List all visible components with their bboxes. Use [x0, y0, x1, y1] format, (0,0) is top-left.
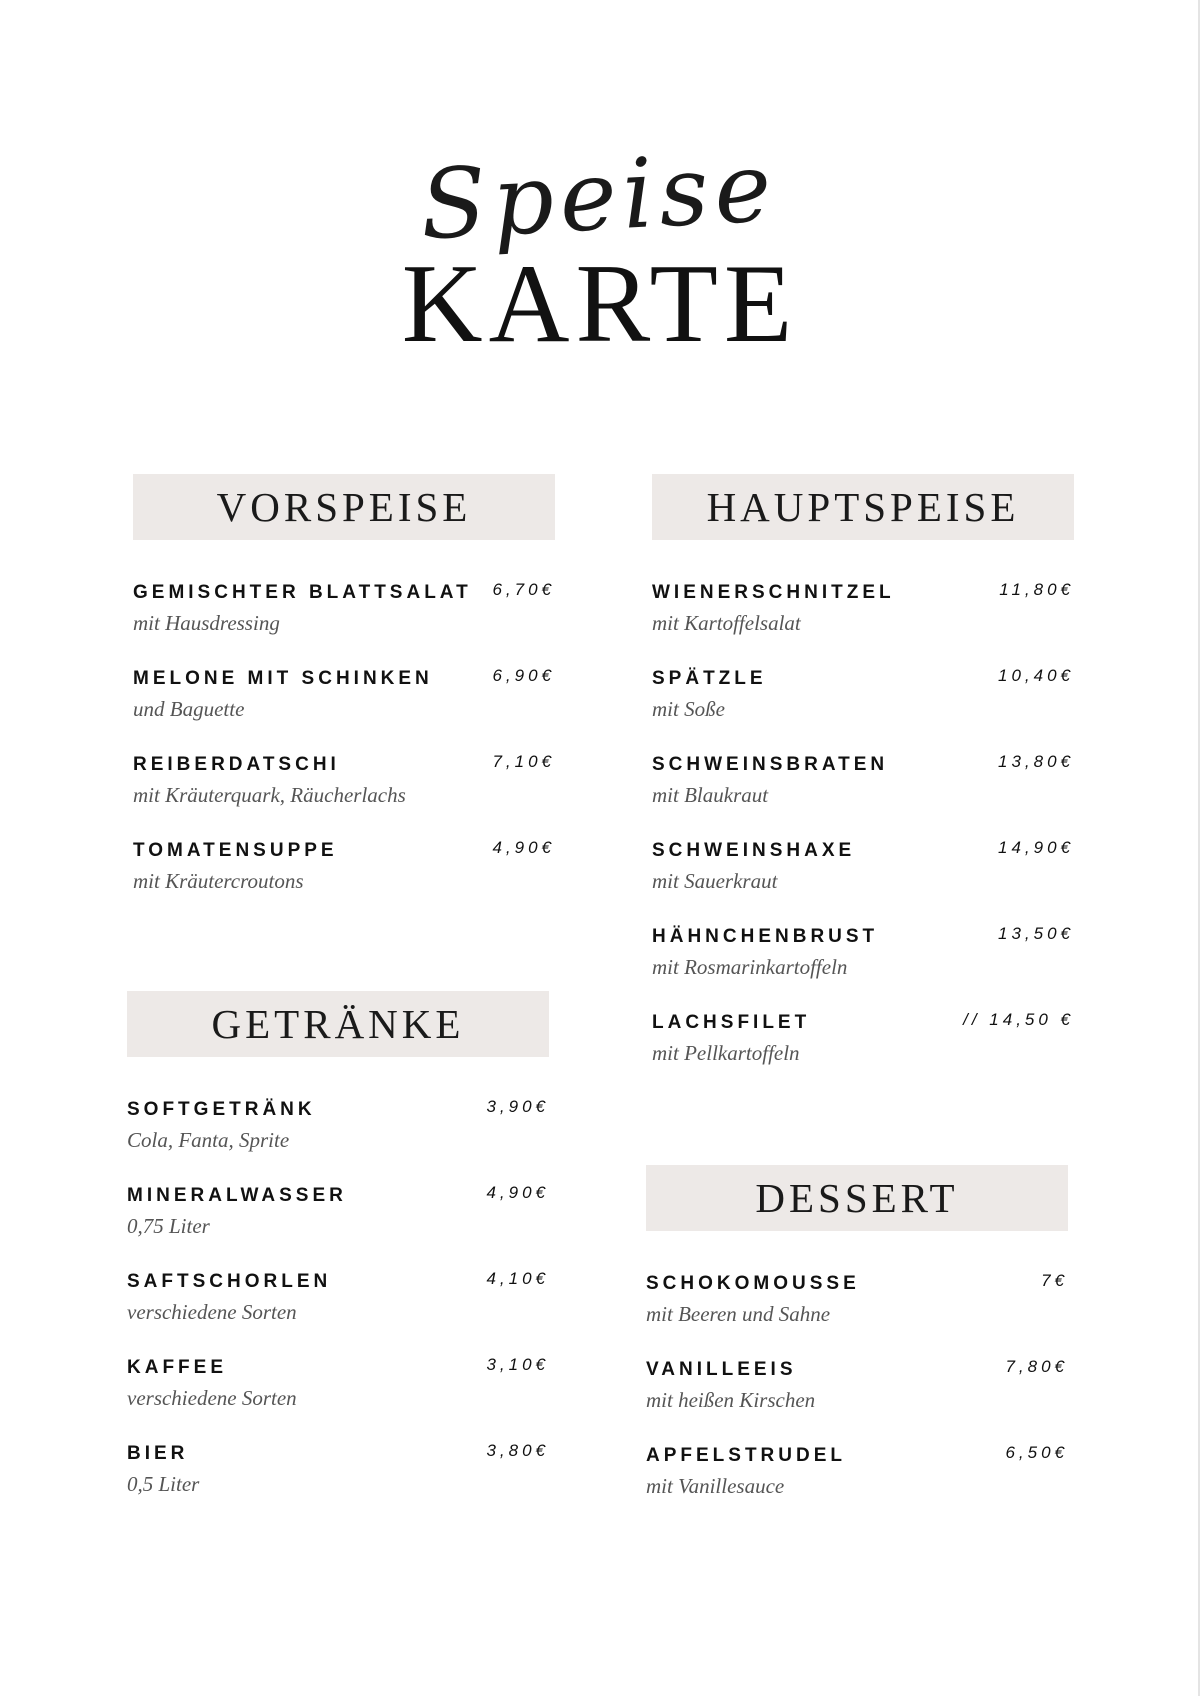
- item-price: 10,40€: [998, 666, 1074, 685]
- item-price: 6,50€: [1005, 1443, 1068, 1462]
- menu-item: [646, 1441, 1068, 1527]
- item-description: mit Soße: [652, 697, 725, 721]
- menu-item: [652, 578, 1074, 664]
- menu-item: [652, 750, 1074, 836]
- item-name: MELONE MIT SCHINKEN: [133, 668, 433, 689]
- item-name: APFELSTRUDEL: [646, 1445, 846, 1466]
- item-description: 0,75 Liter: [127, 1214, 210, 1238]
- menu-item: [127, 1267, 549, 1353]
- section-title-hauptspeise: HAUPTSPEISE: [652, 474, 1074, 540]
- item-price: 3,10€: [486, 1355, 549, 1374]
- item-description: mit Blaukraut: [652, 783, 769, 807]
- item-description: mit Sauerkraut: [652, 869, 778, 893]
- item-name: BIER: [127, 1443, 189, 1464]
- item-description: mit Kräuterquark, Räucherlachs: [133, 783, 406, 807]
- item-name: SOFTGETRÄNK: [127, 1099, 316, 1120]
- item-name: SCHOKOMOUSSE: [646, 1273, 860, 1294]
- item-name: HÄHNCHENBRUST: [652, 926, 879, 947]
- item-name: LACHSFILET: [652, 1012, 811, 1033]
- item-price: // 14,50 €: [963, 1010, 1074, 1029]
- item-name: KAFFEE: [127, 1357, 227, 1378]
- item-list-dessert: [646, 1269, 1068, 1527]
- section-vorspeise: [133, 474, 555, 922]
- item-price: 4,90€: [486, 1183, 549, 1202]
- item-description: mit Kräutercroutons: [133, 869, 304, 893]
- menu-item: [133, 578, 555, 664]
- item-name: WIENERSCHNITZEL: [652, 582, 895, 603]
- menu-item: [652, 1008, 1074, 1094]
- menu-item: [133, 750, 555, 836]
- item-price: 4,90€: [492, 838, 555, 857]
- item-price: 7,80€: [1005, 1357, 1068, 1376]
- item-list-vorspeise: [133, 578, 555, 922]
- item-description: mit Hausdressing: [133, 611, 280, 635]
- item-description: Cola, Fanta, Sprite: [127, 1128, 290, 1152]
- menu-item: [646, 1355, 1068, 1441]
- item-description: verschiedene Sorten: [127, 1300, 297, 1324]
- menu-item: [133, 836, 555, 922]
- section-getraenke: [127, 991, 549, 1525]
- item-description: und Baguette: [133, 697, 245, 721]
- menu-item: [652, 836, 1074, 922]
- section-dessert: [646, 1165, 1068, 1527]
- script-heading: Speise: [417, 130, 780, 262]
- item-name: SCHWEINSHAXE: [652, 840, 856, 861]
- item-name: SPÄTZLE: [652, 668, 767, 689]
- section-title-vorspeise: VORSPEISE: [133, 474, 555, 540]
- item-description: mit Kartoffelsalat: [652, 611, 801, 635]
- section-title-getraenke: GETRÄNKE: [127, 991, 549, 1057]
- item-list-hauptspeise: [652, 578, 1074, 1094]
- item-price: 3,90€: [486, 1097, 549, 1116]
- item-price: 14,90€: [998, 838, 1074, 857]
- item-description: mit Vanillesauce: [646, 1474, 785, 1498]
- menu-item: [646, 1269, 1068, 1355]
- section-hauptspeise: [652, 474, 1074, 1094]
- item-price: 3,80€: [486, 1441, 549, 1460]
- item-name: SCHWEINSBRATEN: [652, 754, 889, 775]
- item-description: verschiedene Sorten: [127, 1386, 297, 1410]
- item-description: mit Pellkartoffeln: [652, 1041, 800, 1065]
- item-description: 0,5 Liter: [127, 1472, 200, 1496]
- menu-item: [127, 1095, 549, 1181]
- item-name: TOMATENSUPPE: [133, 840, 338, 861]
- item-price: 13,80€: [998, 752, 1074, 771]
- item-price: 7,10€: [492, 752, 555, 771]
- item-name: SAFTSCHORLEN: [127, 1271, 332, 1292]
- item-name: VANILLEEIS: [646, 1359, 797, 1380]
- page-title: KARTE: [401, 242, 799, 366]
- item-description: mit Beeren und Sahne: [646, 1302, 831, 1326]
- menu-item: [127, 1353, 549, 1439]
- item-price: 6,70€: [492, 580, 555, 599]
- item-price: 7€: [1041, 1271, 1068, 1290]
- menu-item: [127, 1181, 549, 1267]
- menu-item: [652, 922, 1074, 1008]
- item-price: 4,10€: [486, 1269, 549, 1288]
- item-description: mit Rosmarinkartoffeln: [652, 955, 848, 979]
- item-name: REIBERDATSCHI: [133, 754, 340, 775]
- item-list-getraenke: [127, 1095, 549, 1525]
- section-title-dessert: DESSERT: [646, 1165, 1068, 1231]
- menu-item: [127, 1439, 549, 1525]
- menu-item: [652, 664, 1074, 750]
- item-description: mit heißen Kirschen: [646, 1388, 816, 1412]
- item-price: 13,50€: [998, 924, 1074, 943]
- item-price: 6,90€: [492, 666, 555, 685]
- item-name: GEMISCHTER BLATTSALAT: [133, 582, 472, 603]
- item-name: MINERALWASSER: [127, 1185, 347, 1206]
- item-price: 11,80€: [999, 580, 1074, 599]
- menu-item: [133, 664, 555, 750]
